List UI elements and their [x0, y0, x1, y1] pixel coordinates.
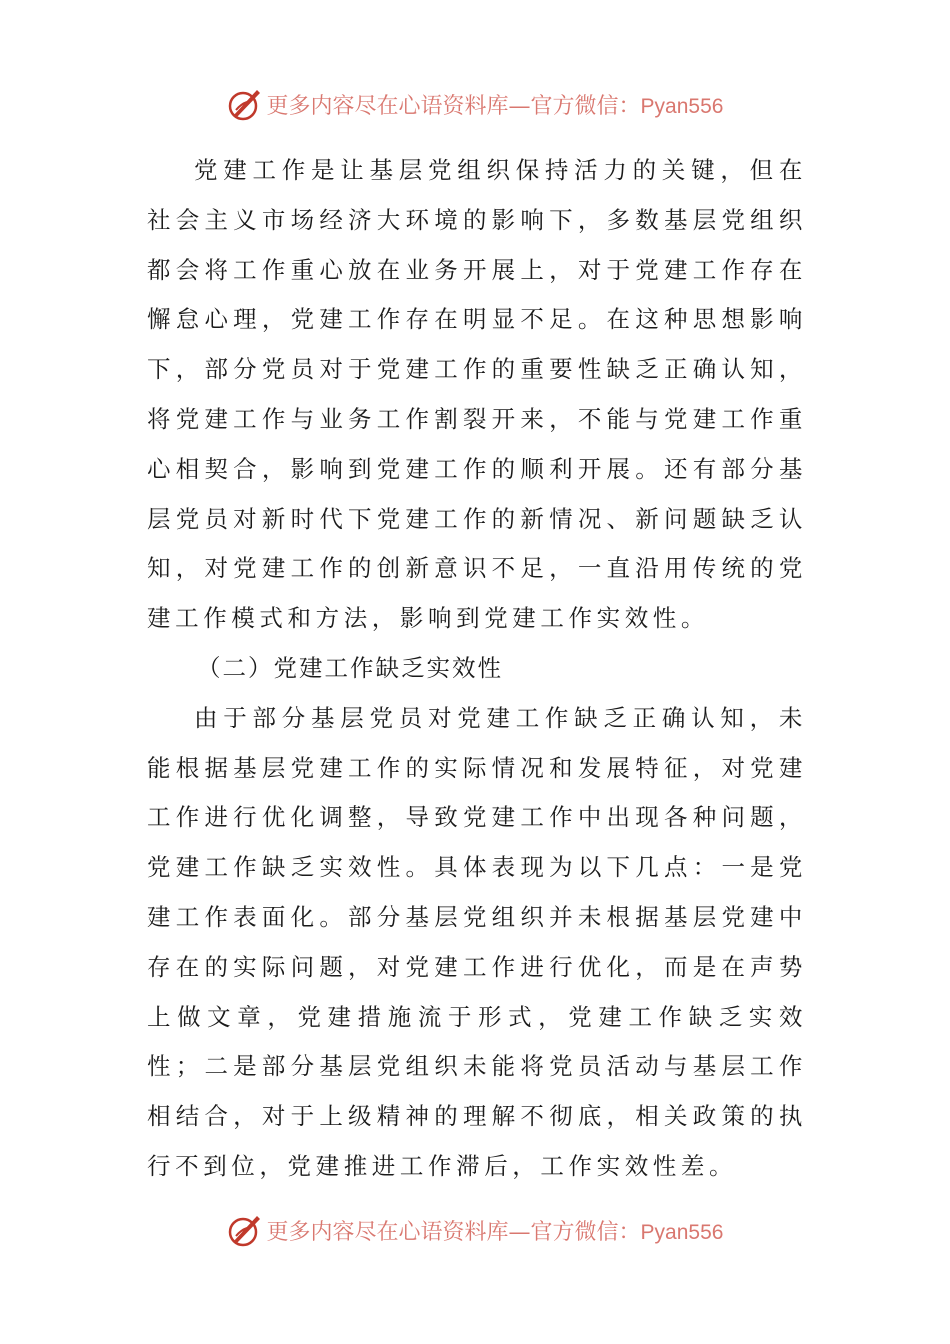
- quill-pen-seal-icon: [227, 86, 263, 122]
- header-watermark: [0, 84, 950, 124]
- paragraph-1: 党建工作是让基层党组织保持活力的关键，但在社会主义市场经济大环境的影响下，多数基层党组织都会将工作重心放在业务开展上，对于党建工作存在懈怠心理，党建工作存在明显不足。在这种思想影响下，部分党员对于党建工作的重要性缺乏正确认知，将党建工作与业务工作割裂开来，不能与党建工作重心相契合，影响到党建工作的顺利开展。还有部分基层党员对新时代下党建工作的新情况、新问题缺乏认知，对党建工作的创新意识不足，一直沿用传统的党建工作模式和方法，影响到党建工作实效性。: [147, 156, 807, 633]
- watermark-label: 更多内容尽在心语资料库—官方微信：: [266, 1219, 641, 1245]
- document-body: [147, 146, 807, 1192]
- footer-watermark: [0, 1210, 950, 1250]
- watermark-label: 更多内容尽在心语资料库—官方微信：: [266, 93, 641, 119]
- quill-pen-seal-icon: [227, 1212, 263, 1248]
- watermark-wechat-id: Pyan556: [640, 94, 724, 118]
- section-heading-2: （二）党建工作缺乏实效性: [197, 653, 503, 682]
- watermark-text: [267, 1215, 724, 1246]
- paragraph-2: 由于部分基层党员对党建工作缺乏正确认知，未能根据基层党建工作的实际情况和发展特征，对党建工作进行优化调整，导致党建工作中出现各种问题，党建工作缺乏实效性。具体表现为以下几点：一是党建工作表面化。部分基层党组织并未根据基层党建中存在的实际问题，对党建工作进行优化，而是在声势上做文章，党建措施流于形式，党建工作缺乏实效性；二是部分基层党组织未能将党员活动与基层工作相结合，对于上级精神的理解不彻底，相关政策的执行不到位，党建推进工作滞后，工作实效性差。: [147, 703, 807, 1180]
- watermark-wechat-id: Pyan556: [640, 1220, 724, 1244]
- watermark-text: [267, 89, 724, 120]
